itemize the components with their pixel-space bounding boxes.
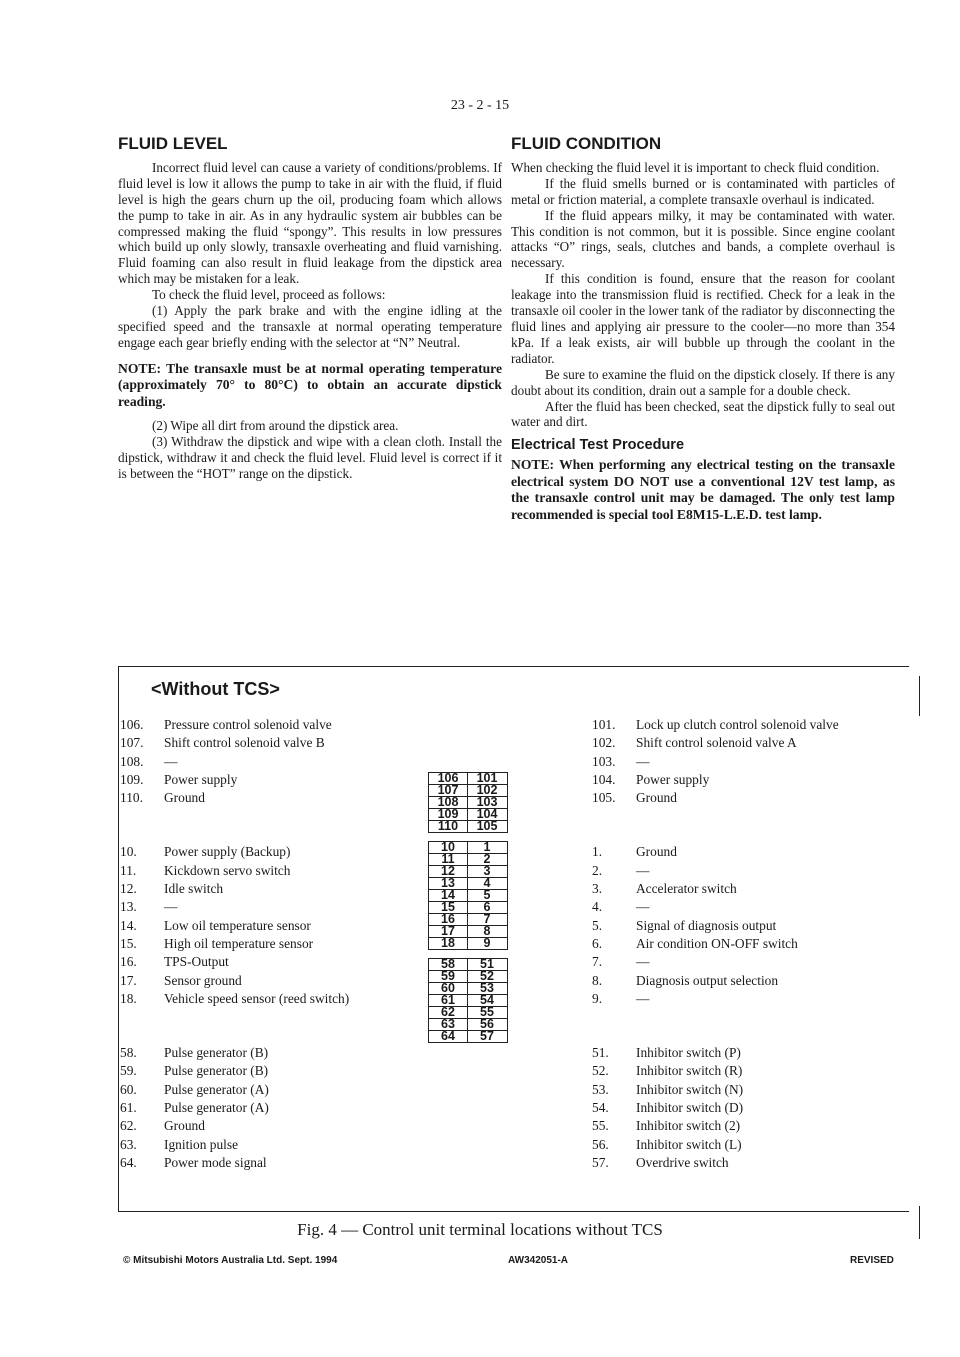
connector-pin: 53 [467, 983, 506, 994]
terminal-description: Ground [164, 790, 205, 806]
terminal-item [592, 1099, 902, 1117]
terminal-number: 57. [592, 1154, 609, 1170]
terminal-item [120, 789, 420, 807]
terminal-item [120, 917, 420, 935]
terminal-number: 2. [592, 862, 603, 878]
page-number: 23 - 2 - 15 [450, 98, 510, 113]
operating-temperature-note [118, 361, 502, 411]
connector-pin: 61 [441, 993, 455, 1007]
connector-block [428, 841, 508, 950]
connector-pin: 54 [467, 995, 506, 1006]
connector-pin: 105 [467, 821, 506, 832]
terminal-description: Pulse generator (B) [164, 1045, 269, 1061]
left-terminal-list [120, 716, 420, 1172]
connector-row [429, 938, 507, 950]
terminal-number: 5. [592, 917, 603, 933]
connector-pin: 1 [467, 842, 506, 853]
terminal-figure [118, 666, 909, 1212]
connector-pin: 55 [467, 1007, 506, 1018]
terminal-description: Shift control solenoid valve A [636, 735, 797, 751]
terminal-description: Low oil temperature sensor [164, 917, 311, 933]
connector-pin: 10 [441, 840, 455, 854]
terminal-description: Ground [636, 844, 677, 860]
connector-pin: 108 [437, 795, 459, 809]
connector-block [428, 772, 508, 833]
terminal-number: 62. [120, 1118, 137, 1134]
terminal-number: 12. [120, 881, 137, 897]
fluid-condition-paragraph: If this condition is found, ensure that the reason for coolant leakage into the transmission fluid is rectified. Check for a leak in the transaxle oil cooler in the lower tank of the radiator by disconnecting the fluid lines and applying air pressure to the cooler—no more than 354 kPa. If a leak exists, air will bubble up through the coolant in the radiator. [511, 271, 895, 366]
terminal-item [592, 1044, 902, 1062]
terminal-item [120, 734, 420, 752]
terminal-item [592, 953, 902, 971]
terminal-number: 15. [120, 935, 137, 951]
fluid-level-step: (2) Wipe all dirt from around the dipstick area. [152, 418, 399, 434]
terminal-description: — [636, 862, 650, 878]
terminal-description: High oil temperature sensor [164, 935, 314, 951]
connector-pin: 64 [441, 1029, 455, 1043]
terminal-item [120, 1099, 420, 1117]
connector-pin: 14 [441, 888, 455, 902]
terminal-description: TPS-Output [164, 954, 229, 970]
terminal-number: 54. [592, 1100, 609, 1116]
terminal-item [592, 1136, 902, 1154]
terminal-item [120, 1154, 420, 1172]
connector-pin: 17 [441, 924, 455, 938]
terminal-description: Ground [636, 790, 677, 806]
fluid-level-heading: FLUID LEVEL [118, 134, 228, 153]
terminal-number: 1. [592, 844, 603, 860]
terminal-number: 11. [120, 862, 137, 878]
terminal-description: Diagnosis output selection [636, 972, 779, 988]
connector-pin: 7 [467, 914, 506, 925]
terminal-description: Inhibitor switch (R) [636, 1063, 743, 1079]
terminal-item [120, 898, 420, 916]
connector-pin: 60 [441, 981, 455, 995]
fluid-level-paragraph: Incorrect fluid level can cause a variety of conditions/problems. If fluid level is low it allows the pump to take in air with the fluid, if fluid level is high the gears churn up the oil, producing foam which allows the pump to take in air. As in any hydraulic system air bubbles can be compressed making the fluid “spongy”. This results in low pressures which build up only slowly, transaxle overheating and fluid varnishing. Fluid foaming can also result in fluid leakage from the dipstick area which may be mistaken for a leak. [118, 159, 502, 287]
footer-code: AW342051-A [508, 1255, 569, 1266]
connector-row [429, 821, 507, 833]
terminal-description: — [164, 753, 178, 769]
terminal-description: — [636, 899, 650, 915]
terminal-number: 51. [592, 1045, 609, 1061]
terminal-item [592, 862, 902, 880]
terminal-item [120, 1117, 420, 1135]
terminal-description: Inhibitor switch (L) [636, 1136, 742, 1152]
terminal-group [592, 1044, 902, 1172]
terminal-description: Pressure control solenoid valve [164, 717, 332, 732]
terminal-number: 104. [592, 771, 616, 787]
terminal-description: Shift control solenoid valve B [164, 735, 325, 751]
fluid-level-step: (3) Withdraw the dipstick and wipe with a clean cloth. Install the dipstick, withdraw it and check the fluid level. Fluid level is correct if it is between the “HOT” range on the dipstick. [118, 434, 502, 481]
terminal-number: 110. [120, 790, 143, 806]
margin-mark [919, 676, 920, 716]
terminal-number: 105. [592, 790, 616, 806]
terminal-item [120, 972, 420, 990]
connector-pin: 4 [467, 878, 506, 889]
connector-pin: 6 [467, 902, 506, 913]
terminal-item [592, 734, 902, 752]
terminal-number: 55. [592, 1118, 609, 1134]
terminal-item [592, 789, 902, 807]
connector-pin: 110 [437, 819, 459, 833]
terminal-item [120, 880, 420, 898]
connector-pin: 57 [467, 1031, 506, 1042]
terminal-number: 101. [592, 717, 616, 732]
terminal-description: Idle switch [164, 881, 224, 897]
connector-pin: 103 [467, 797, 506, 808]
terminal-number: 107. [120, 735, 144, 751]
terminal-description: Kickdown servo switch [164, 862, 291, 878]
connector-pin: 3 [467, 866, 506, 877]
terminal-item [120, 990, 420, 1008]
terminal-description: Power supply [636, 771, 710, 787]
terminal-item [120, 843, 420, 861]
figure-title: <Without TCS> [151, 679, 280, 699]
terminal-number: 63. [120, 1136, 137, 1152]
connector-row [429, 1031, 507, 1043]
terminal-item [592, 880, 902, 898]
test-lamp-note [511, 457, 895, 523]
connector-pin: 9 [467, 938, 506, 949]
terminal-number: 103. [592, 753, 616, 769]
connector-pin: 56 [467, 1019, 506, 1030]
terminal-description: Power supply (Backup) [164, 844, 291, 860]
right-terminal-list [592, 716, 902, 1172]
fluid-condition-section [511, 136, 895, 531]
connector-pin: 51 [467, 959, 506, 970]
connector-pin: 58 [441, 957, 455, 971]
terminal-number: 60. [120, 1081, 137, 1097]
terminal-item [592, 753, 902, 771]
terminal-number: 53. [592, 1081, 609, 1097]
terminal-description: Ignition pulse [164, 1136, 239, 1152]
connector-pin: 59 [441, 969, 455, 983]
connector-pin: 16 [441, 912, 455, 926]
connector-pin: 52 [467, 971, 506, 982]
terminal-description: Lock up clutch control solenoid valve [636, 717, 839, 732]
terminal-item [592, 898, 902, 916]
fluid-condition-paragraph: After the fluid has been checked, seat the dipstick fully to seal out water and dirt. [511, 398, 895, 430]
connector-diagram [428, 772, 508, 1043]
connector-pin: 2 [467, 854, 506, 865]
terminal-number: 56. [592, 1136, 609, 1152]
note-label: NOTE: [118, 360, 162, 376]
note-text: When performing any electrical testing on the transaxle electrical system DO NOT use a conventional 12V test lamp, as the transaxle control unit may be damaged. The only test lamp recommended is special tool E8M15-L.E.D. test lamp. [511, 457, 895, 522]
terminal-group [120, 843, 420, 1008]
fluid-condition-heading: FLUID CONDITION [511, 134, 662, 153]
terminal-item [592, 1081, 902, 1099]
connector-pin: 107 [437, 783, 459, 797]
terminal-item [120, 753, 420, 771]
connector-pin: 109 [437, 807, 459, 821]
terminal-number: 106. [120, 717, 144, 732]
terminal-number: 6. [592, 935, 603, 951]
terminal-description: — [636, 990, 650, 1006]
terminal-number: 61. [120, 1100, 137, 1116]
terminal-description: Air condition ON-OFF switch [636, 935, 798, 951]
terminal-item [120, 1044, 420, 1062]
connector-pin: 62 [441, 1005, 455, 1019]
terminal-description: Power supply [164, 771, 238, 787]
connector-pin: 104 [467, 809, 506, 820]
connector-pin: 63 [441, 1017, 455, 1031]
terminal-number: 52. [592, 1063, 609, 1079]
margin-mark [919, 1206, 920, 1239]
terminal-item [592, 1117, 902, 1135]
terminal-group [120, 1044, 420, 1172]
terminal-description: — [636, 753, 650, 769]
terminal-item [592, 1062, 902, 1080]
electrical-test-heading: Electrical Test Procedure [511, 437, 685, 454]
terminal-item [592, 990, 902, 1008]
terminal-description: Power mode signal [164, 1154, 267, 1170]
terminal-description: Pulse generator (A) [164, 1081, 269, 1097]
terminal-item [592, 972, 902, 990]
terminal-description: Overdrive switch [636, 1154, 729, 1170]
terminal-item [120, 953, 420, 971]
terminal-number: 13. [120, 899, 137, 915]
footer-copyright: © Mitsubishi Motors Australia Ltd. Sept. 1994 [123, 1255, 338, 1266]
terminal-description: Pulse generator (A) [164, 1100, 269, 1116]
terminal-item [592, 917, 902, 935]
terminal-number: 4. [592, 899, 603, 915]
fluid-condition-paragraph: When checking the fluid level it is important to check fluid condition. [511, 159, 880, 175]
footer-status: REVISED [850, 1255, 894, 1266]
terminal-group [592, 843, 902, 1008]
fluid-level-paragraph: To check the fluid level, proceed as follows: [152, 287, 386, 303]
terminal-item [592, 935, 902, 953]
connector-pin: 8 [467, 926, 506, 937]
connector-pin: 13 [441, 876, 455, 890]
terminal-number: 17. [120, 972, 137, 988]
terminal-number: 14. [120, 917, 137, 933]
fluid-condition-paragraph: Be sure to examine the fluid on the dipstick closely. If there is any doubt about its condition, drain out a sample for a double check. [511, 366, 895, 398]
connector-pin: 102 [467, 785, 506, 796]
terminal-item [120, 1081, 420, 1099]
terminal-group [120, 716, 420, 807]
terminal-number: 18. [120, 990, 137, 1006]
terminal-description: Accelerator switch [636, 881, 737, 897]
terminal-number: 9. [592, 990, 603, 1006]
terminal-number: 102. [592, 735, 616, 751]
terminal-item [592, 1154, 902, 1172]
terminal-group [592, 716, 902, 807]
note-label: NOTE: [511, 457, 555, 473]
terminal-number: 8. [592, 972, 603, 988]
connector-gap [428, 833, 508, 841]
terminal-description: Ground [164, 1118, 205, 1134]
terminal-item [120, 771, 420, 789]
terminal-item [120, 716, 420, 734]
connector-pin: 11 [441, 852, 455, 866]
connector-pin: 5 [467, 890, 506, 901]
connector-gap [428, 950, 508, 958]
terminal-number: 59. [120, 1063, 137, 1079]
connector-pin: 15 [441, 900, 455, 914]
terminal-item [592, 771, 902, 789]
terminal-number: 109. [120, 771, 144, 787]
terminal-description: Signal of diagnosis output [636, 917, 777, 933]
terminal-description: Inhibitor switch (2) [636, 1118, 741, 1134]
fluid-condition-paragraph: If the fluid smells burned or is contaminated with particles of metal or friction material, a complete transaxle overhaul is indicated. [511, 175, 895, 207]
terminal-item [120, 1136, 420, 1154]
terminal-number: 10. [120, 844, 137, 860]
figure-caption: Fig. 4 — Control unit terminal locations without TCS [297, 1220, 663, 1239]
connector-block [428, 958, 508, 1043]
fluid-level-section [118, 136, 502, 482]
terminal-number: 108. [120, 753, 144, 769]
connector-pin: 106 [437, 771, 459, 785]
terminal-description: — [636, 954, 650, 970]
terminal-number: 58. [120, 1045, 137, 1061]
terminal-item [120, 862, 420, 880]
fluid-condition-paragraph: If the fluid appears milky, it may be contaminated with water. This condition is not common, but it is possible. Since engine coolant attacks “O” rings, seals, clutches and bands, a complete overhaul is necessary. [511, 207, 895, 271]
note-text: The transaxle must be at normal operating temperature (approximately 70° to 80°C) to obtain an accurate dipstick reading. [118, 360, 502, 409]
terminal-description: Inhibitor switch (D) [636, 1100, 744, 1116]
terminal-item [592, 716, 902, 734]
terminal-description: Inhibitor switch (N) [636, 1081, 744, 1097]
terminal-number: 3. [592, 881, 603, 897]
terminal-item [120, 1062, 420, 1080]
terminal-description: Inhibitor switch (P) [636, 1045, 741, 1061]
terminal-item [592, 843, 902, 861]
terminal-number: 16. [120, 954, 137, 970]
terminal-number: 64. [120, 1154, 137, 1170]
fluid-level-step: (1) Apply the park brake and with the engine idling at the specified speed and the transaxle at normal operating temperature engage each gear briefly ending with the selector at “N” Neutral. [118, 303, 502, 350]
terminal-description: Sensor ground [164, 972, 242, 988]
terminal-number: 7. [592, 954, 603, 970]
terminal-description: Pulse generator (B) [164, 1063, 269, 1079]
connector-pin: 12 [441, 864, 455, 878]
connector-pin: 101 [467, 773, 506, 784]
terminal-description: — [164, 899, 178, 915]
connector-pin: 18 [441, 936, 455, 950]
terminal-item [120, 935, 420, 953]
terminal-description: Vehicle speed sensor (reed switch) [164, 990, 350, 1006]
